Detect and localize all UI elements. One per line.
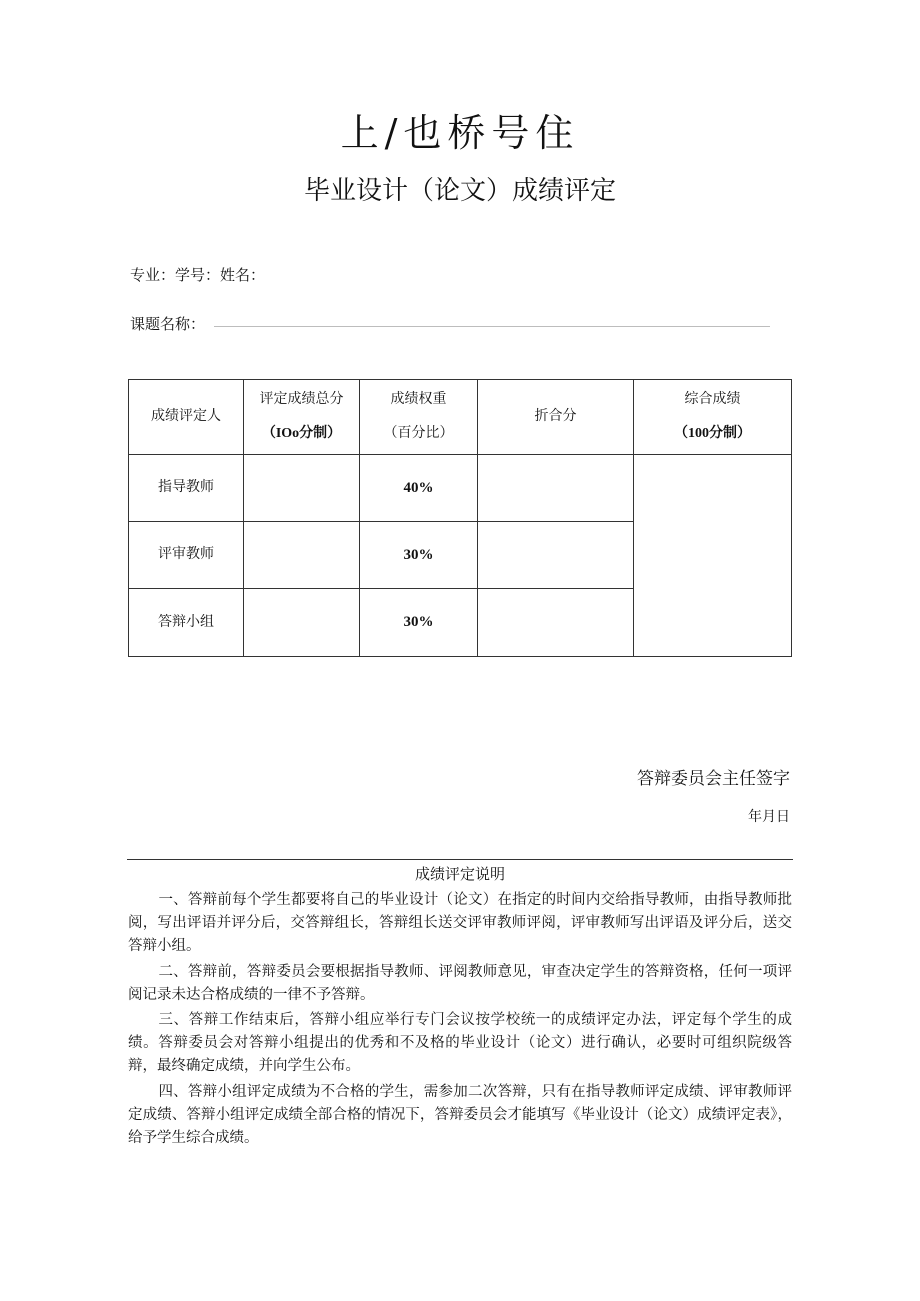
row-score-cell	[244, 522, 360, 589]
row-converted-cell	[478, 522, 634, 589]
header-evaluator: 成绩评定人	[129, 380, 244, 455]
header-score-line1: 评定成绩总分	[259, 391, 344, 408]
notes-paragraph: 四、答辩小组评定成绩为不合格的学生，需参加二次答辩，只有在指导教师评定成绩、评审教师评定成绩、答辩小组评定成绩全部合格的情况下，答辩委员会才能填写《毕业设计（论文）成绩评定表》，给予学生综合成绩。	[128, 1083, 792, 1147]
header-total-line2: （100分制）	[674, 426, 751, 441]
row-evaluator: 指导教师	[129, 455, 244, 522]
notes-title: 成绩评定说明	[414, 865, 505, 883]
grade-table	[128, 379, 792, 657]
header-total-line1: 综合成绩	[684, 391, 741, 408]
row-evaluator: 答辩小组	[129, 589, 244, 657]
header-score	[244, 380, 360, 455]
header-weight	[360, 380, 478, 455]
table-row	[129, 455, 792, 522]
notes-paragraph: 一、答辩前每个学生都要将自己的毕业设计（论文）在指定的时间内交给指导教师，由指导教师批阅，写出评语并评分后，交答辩组长，答辩组长送交评审教师评阅，评审教师写出评语及评分后，送交答辩小组。	[128, 892, 792, 955]
row-weight: 30%	[360, 589, 478, 657]
row-weight: 30%	[360, 522, 478, 589]
header-total	[634, 380, 792, 455]
topic-label: 课题名称：	[130, 315, 206, 333]
header-score-line2: （IOo分制）	[261, 426, 342, 441]
total-score-cell	[634, 455, 792, 657]
row-weight: 40%	[360, 455, 478, 522]
notes-body	[128, 889, 792, 1152]
school-name: 上/也桥号住	[340, 111, 580, 155]
header-weight-line1: 成绩权重	[390, 391, 447, 408]
topic-underline	[214, 326, 770, 327]
header-converted: 折合分	[478, 380, 634, 455]
row-converted-cell	[478, 455, 634, 522]
signature-label: 答辩委员会主任签字	[637, 769, 790, 789]
notes-paragraph: 三、答辩工作结束后，答辩小组应举行专门会议按学校统一的成绩评定办法，评定每个学生的成绩。答辩委员会对答辩小组提出的优秀和不及格的毕业设计（论文）进行确认，必要时可组织院级答辩，最终确定成绩，并向学生公布。	[128, 1012, 792, 1075]
table-header-row	[129, 380, 792, 455]
row-score-cell	[244, 455, 360, 522]
student-info-line: 专业：学号：姓名：	[130, 266, 266, 284]
notes-paragraph: 二、答辩前，答辩委员会要根据指导教师、评阅教师意见，审查决定学生的答辩资格，任何一项评阅记录未达合格成绩的一律不予答辩。	[128, 963, 792, 1003]
document-title: 毕业设计（论文）成绩评定	[303, 176, 616, 206]
row-score-cell	[244, 589, 360, 657]
row-converted-cell	[478, 589, 634, 657]
signature-date: 年月日	[748, 809, 790, 825]
section-divider	[127, 859, 793, 860]
header-weight-line2: （百分比）	[383, 425, 454, 441]
row-evaluator: 评审教师	[129, 522, 244, 589]
